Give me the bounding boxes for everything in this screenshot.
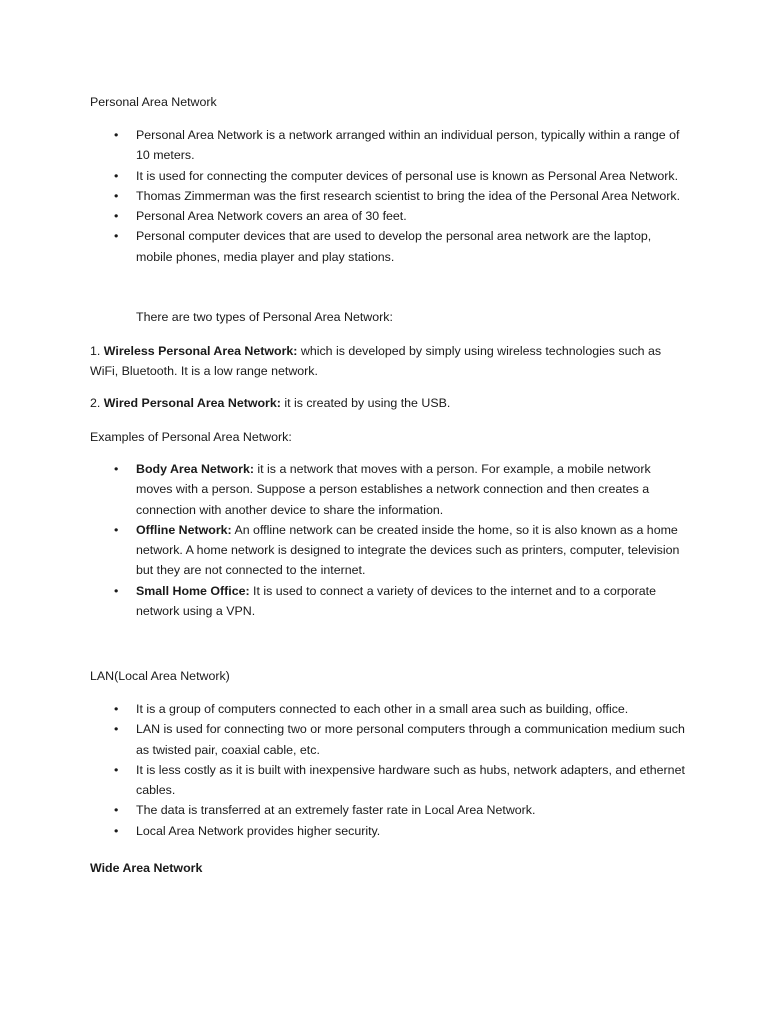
bullet-icon: • (114, 188, 119, 203)
examples-bullet-list (90, 459, 690, 621)
type-text: it is created by using the USB. (280, 396, 451, 410)
bullet-icon: • (114, 229, 119, 244)
list-item-text: Personal computer devices that are used to develop the personal area network are the laptop, mobile phones, media player and play stations. (136, 229, 652, 264)
list-item-text: Thomas Zimmerman was the first research scientist to bring the idea of the Personal Area Network. (136, 188, 681, 203)
list-item (90, 186, 690, 206)
list-item (90, 459, 690, 520)
type-term: Wired Personal Area Network: (103, 396, 281, 410)
example-text: it is a network that moves with a person. For example, a mobile network moves with a person. Suppose a person establishes a network connection and then creates a connection with another device to share the information. (136, 462, 651, 517)
examples-heading: Examples of Personal Area Network: (90, 430, 292, 444)
example-text: It is used to connect a variety of devices to the internet and to a corporate network using a VPN. (136, 583, 656, 619)
bullet-icon: • (114, 168, 119, 183)
example-term: Offline Network: (136, 522, 232, 537)
bullet-icon: • (114, 722, 119, 737)
list-item (90, 699, 690, 719)
bullet-icon: • (114, 522, 119, 537)
bullet-icon: • (114, 583, 119, 598)
list-item (90, 760, 690, 801)
type-term: Wireless Personal Area Network: (103, 344, 298, 358)
list-item (90, 800, 690, 820)
list-item-text: Local Area Network provides higher security. (136, 823, 381, 838)
list-item-text: It is less costly as it is built with inexpensive hardware such as hubs, network adapters, and ethernet cables. (136, 762, 685, 798)
bullet-icon: • (114, 462, 119, 476)
list-item (90, 581, 690, 622)
bullet-icon: • (114, 702, 119, 716)
type-item-wireless (90, 341, 690, 382)
list-item-text: The data is transferred at an extremely faster rate in Local Area Network. (136, 803, 536, 818)
list-item (90, 226, 690, 267)
section-heading-wan: Wide Area Network (90, 861, 203, 875)
type-number: 1. (90, 344, 101, 358)
list-item (90, 206, 690, 226)
type-text: which is developed by simply using wireless technologies such as WiFi, Bluetooth. It is a low range network. (90, 344, 662, 379)
example-text: An offline network can be created inside the home, so it is also known as a home network. A home network is designed to integrate the devices such as printers, computer, television but they are not connected to the internet. (136, 522, 680, 578)
list-item-text: It is a group of computers connected to each other in a small area such as building, office. (136, 702, 629, 716)
list-item (90, 125, 690, 166)
list-item-text: LAN is used for connecting two or more personal computers through a communication medium such as twisted pair, coaxial cable, etc. (136, 722, 685, 757)
example-term: Body Area Network: (136, 462, 254, 476)
type-number: 2. (90, 396, 101, 410)
pan-bullet-list (90, 125, 690, 267)
list-item (90, 166, 690, 186)
list-item-text: Personal Area Network covers an area of 30 feet. (136, 209, 407, 224)
type-item-wired (90, 393, 690, 413)
lan-bullet-list (90, 699, 690, 841)
section-heading-lan: LAN(Local Area Network) (90, 669, 230, 683)
list-item (90, 821, 690, 841)
list-item (90, 719, 690, 760)
section-heading-pan: Personal Area Network (90, 95, 217, 109)
list-item (90, 520, 690, 581)
list-item-text: It is used for connecting the computer devices of personal use is known as Personal Area Network. (136, 168, 679, 183)
bullet-icon: • (114, 823, 119, 838)
types-intro: There are two types of Personal Area Network: (136, 310, 393, 324)
bullet-icon: • (114, 209, 119, 224)
bullet-icon: • (114, 762, 119, 777)
list-item-text: Personal Area Network is a network arranged within an individual person, typically within a range of 10 meters. (136, 128, 680, 163)
bullet-icon: • (114, 803, 119, 818)
example-term: Small Home Office: (136, 583, 250, 598)
bullet-icon: • (114, 128, 119, 142)
